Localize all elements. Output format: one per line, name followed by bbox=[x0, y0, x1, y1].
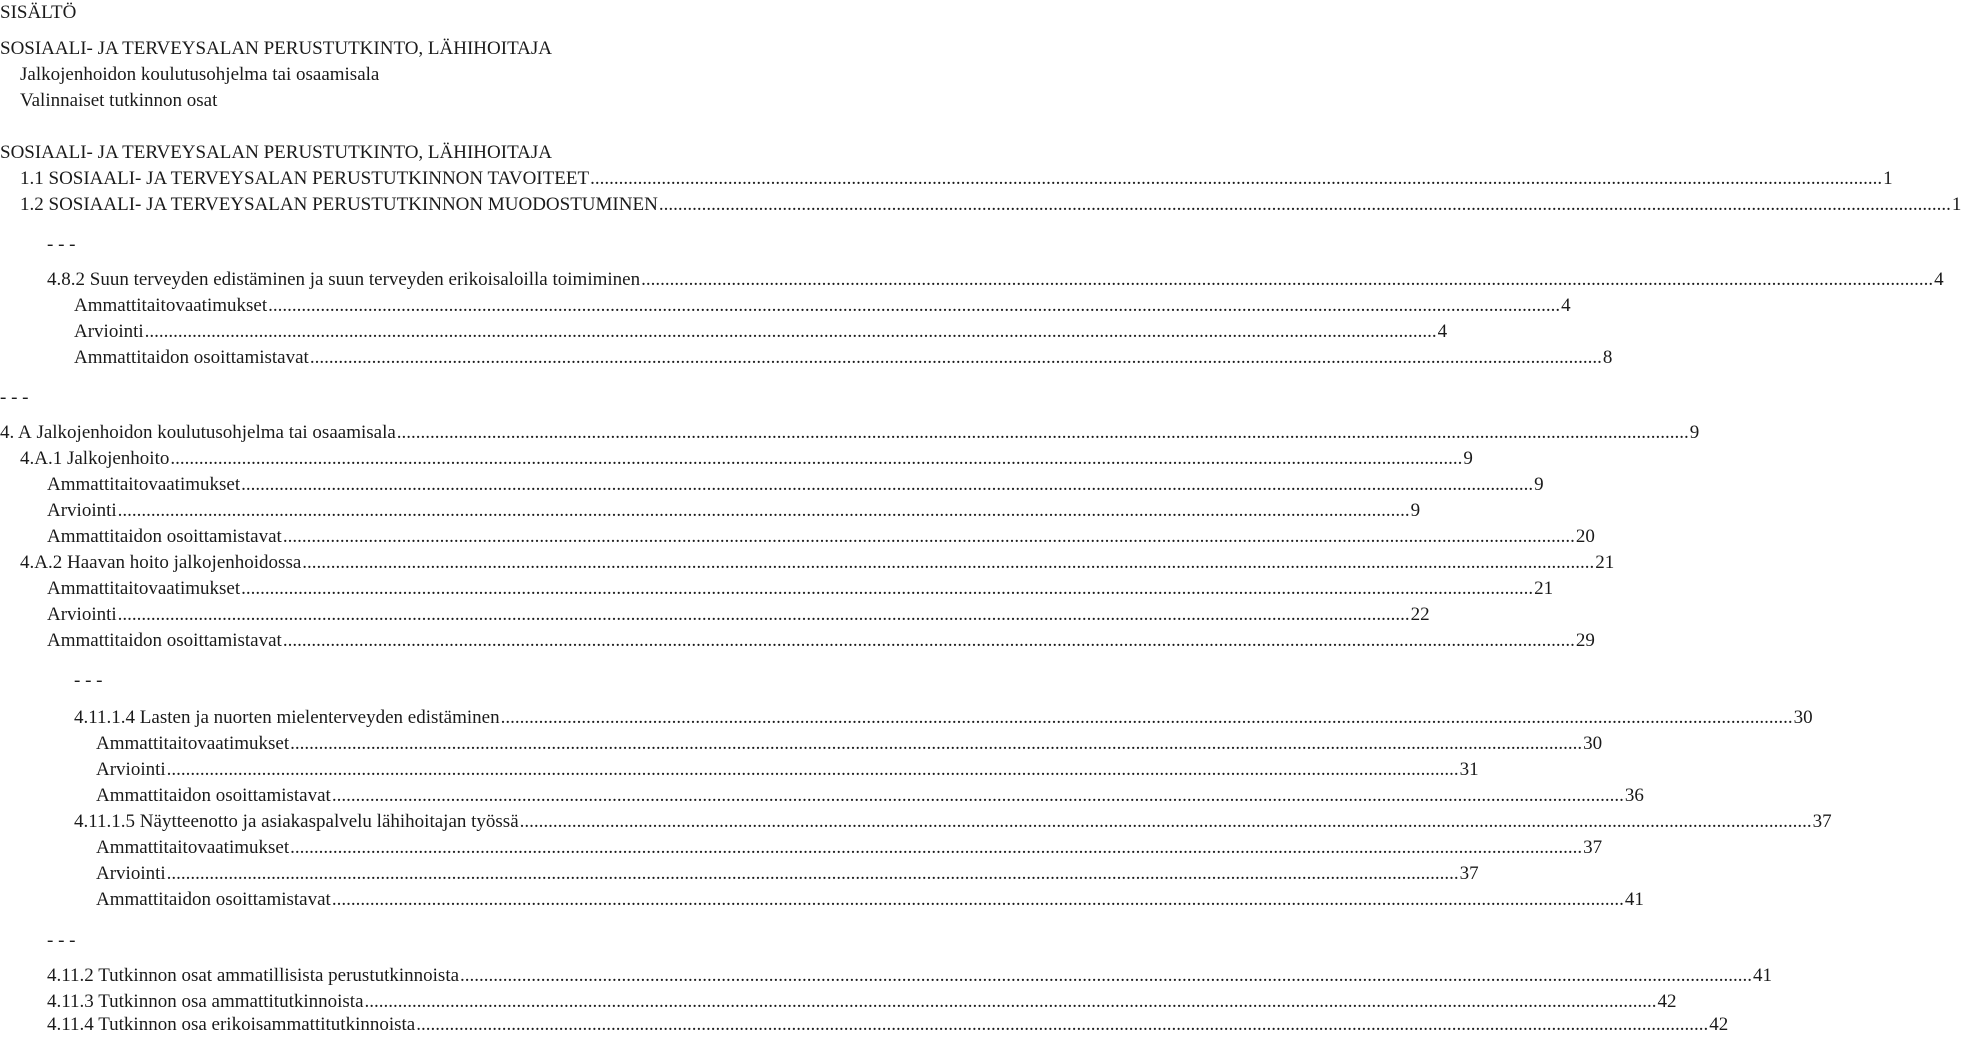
toc-title: SOSIAALI- JA TERVEYSALAN PERUSTUTKINNON MUODOSTUMINEN bbox=[48, 194, 658, 215]
toc-entry[interactable] bbox=[47, 576, 1554, 602]
toc-title: Ammattitaitovaatimukset bbox=[47, 578, 241, 599]
toc-number: 4. A bbox=[0, 422, 32, 443]
toc-entry[interactable] bbox=[96, 757, 1479, 783]
toc-title: Suun terveyden edistäminen ja suun terveyden erikoisaloilla toimiminen bbox=[89, 269, 641, 290]
toc-title: Ammattitaitovaatimukset bbox=[96, 837, 290, 858]
toc-page: 37 bbox=[1583, 837, 1603, 858]
toc-title: Jalkojenhoito bbox=[66, 448, 170, 469]
toc-page: 31 bbox=[1459, 759, 1479, 780]
omission-marker: - - - bbox=[47, 234, 76, 255]
toc-number: 4.8.2 bbox=[47, 269, 85, 290]
toc-entry[interactable] bbox=[20, 550, 1615, 576]
toc-title: Tutkinnon osa erikoisammattitutkinnoista bbox=[98, 1014, 416, 1035]
toc-title: Jalkojenhoidon koulutusohjelma tai osaamisala bbox=[36, 422, 396, 443]
toc-leader bbox=[241, 472, 1533, 498]
toc-leader bbox=[167, 757, 1459, 783]
intro-line: Jalkojenhoidon koulutusohjelma tai osaamisala bbox=[20, 64, 380, 85]
toc-leader bbox=[397, 420, 1689, 446]
toc-title: Ammattitaidon osoittamistavat bbox=[96, 785, 331, 806]
toc-number: 1.1 bbox=[20, 168, 44, 189]
toc-title: Ammattitaidon osoittamistavat bbox=[96, 889, 331, 910]
toc-leader bbox=[659, 192, 1951, 218]
omission-marker: - - - bbox=[74, 670, 103, 691]
toc-page: 4 bbox=[1561, 295, 1571, 316]
toc-entry[interactable] bbox=[96, 861, 1479, 887]
toc-leader bbox=[118, 498, 1410, 524]
toc-entry[interactable] bbox=[96, 783, 1644, 809]
toc-leader bbox=[290, 835, 1582, 861]
toc-page: 4 bbox=[1437, 321, 1448, 342]
toc-leader bbox=[241, 576, 1533, 602]
toc-entry[interactable] bbox=[74, 705, 1813, 731]
toc-title: Arviointi bbox=[96, 759, 166, 780]
toc-title: Ammattitaidon osoittamistavat bbox=[74, 347, 309, 368]
toc-number: 4.A.1 bbox=[20, 448, 63, 469]
toc-page: 9 bbox=[1410, 500, 1421, 521]
toc-page: 41 bbox=[1753, 965, 1773, 986]
toc-page: 36 bbox=[1624, 785, 1644, 806]
toc-page: 29 bbox=[1575, 630, 1595, 651]
toc-leader bbox=[641, 267, 1933, 293]
toc-number: 4.11.2 bbox=[47, 965, 94, 986]
toc-title: SOSIAALI- JA TERVEYSALAN PERUSTUTKINNON TAVOITEET bbox=[48, 168, 590, 189]
toc-page: 4 bbox=[1934, 269, 1944, 290]
toc-page: 22 bbox=[1410, 604, 1430, 625]
toc-leader bbox=[302, 550, 1594, 576]
toc-entry[interactable] bbox=[74, 345, 1613, 371]
toc-title: Arviointi bbox=[47, 604, 117, 625]
toc-leader bbox=[332, 783, 1624, 809]
toc-leader bbox=[332, 887, 1624, 913]
toc-number: 4.11.4 bbox=[47, 1014, 94, 1035]
toc-title: Haavan hoito jalkojenhoidossa bbox=[66, 552, 302, 573]
toc-page: 9 bbox=[1463, 448, 1473, 469]
toc-title: Arviointi bbox=[74, 321, 144, 342]
toc-leader bbox=[501, 705, 1793, 731]
toc-page: 1 bbox=[1883, 168, 1893, 189]
omission-marker: - - - bbox=[0, 387, 29, 408]
toc-entry[interactable] bbox=[47, 963, 1773, 989]
toc-leader bbox=[118, 602, 1410, 628]
omission-marker: - - - bbox=[47, 930, 76, 951]
toc-page: 37 bbox=[1459, 863, 1479, 884]
toc-title: Arviointi bbox=[47, 500, 117, 521]
toc-title: Lasten ja nuorten mielenterveyden edistäminen bbox=[139, 707, 500, 728]
toc-title: Ammattitaitovaatimukset bbox=[47, 474, 241, 495]
toc-title: Ammattitaitovaatimukset bbox=[74, 295, 268, 316]
toc-page: 37 bbox=[1812, 811, 1832, 832]
toc-entry[interactable] bbox=[47, 628, 1595, 654]
toc-page: 42 bbox=[1657, 991, 1677, 1012]
toc-title: Ammattitaidon osoittamistavat bbox=[47, 526, 282, 547]
intro-line: Valinnaiset tutkinnon osat bbox=[20, 90, 218, 111]
intro-line: SOSIAALI- JA TERVEYSALAN PERUSTUTKINTO, LÄHIHOITAJA bbox=[0, 38, 552, 59]
toc-leader bbox=[170, 446, 1462, 472]
toc-entry[interactable] bbox=[74, 319, 1448, 345]
toc-entry[interactable] bbox=[47, 602, 1430, 628]
toc-title: Ammattitaitovaatimukset bbox=[96, 733, 290, 754]
toc-entry[interactable] bbox=[96, 835, 1603, 861]
toc-leader bbox=[167, 861, 1459, 887]
toc-leader bbox=[290, 731, 1582, 757]
toc-entry[interactable] bbox=[47, 498, 1421, 524]
toc-leader bbox=[283, 628, 1575, 654]
toc-entry[interactable] bbox=[47, 267, 1944, 293]
toc-entry[interactable] bbox=[20, 192, 1961, 218]
toc-leader bbox=[310, 345, 1602, 371]
toc-entry[interactable] bbox=[74, 293, 1571, 319]
toc-leader bbox=[145, 319, 1437, 345]
toc-page: 20 bbox=[1575, 526, 1595, 547]
toc-entry[interactable] bbox=[20, 446, 1473, 472]
toc-entry[interactable] bbox=[47, 1012, 1729, 1038]
toc-page: 8 bbox=[1602, 347, 1613, 368]
page-title: SISÄLTÖ bbox=[0, 2, 77, 23]
toc-page: 30 bbox=[1793, 707, 1813, 728]
toc-page: 21 bbox=[1534, 578, 1554, 599]
toc-title: Arviointi bbox=[96, 863, 166, 884]
toc-number: 1.2 bbox=[20, 194, 44, 215]
toc-page: 30 bbox=[1583, 733, 1603, 754]
toc-title: Tutkinnon osa ammattitutkinnoista bbox=[98, 991, 364, 1012]
section-title: SOSIAALI- JA TERVEYSALAN PERUSTUTKINTO, LÄHIHOITAJA bbox=[0, 142, 552, 163]
toc-leader bbox=[460, 963, 1752, 989]
toc-leader bbox=[283, 524, 1575, 550]
toc-page: 41 bbox=[1624, 889, 1644, 910]
toc-title: Ammattitaidon osoittamistavat bbox=[47, 630, 282, 651]
toc-entry[interactable] bbox=[0, 420, 1700, 446]
toc-page: 9 bbox=[1534, 474, 1544, 495]
toc-entry[interactable] bbox=[96, 731, 1603, 757]
toc-leader bbox=[590, 166, 1882, 192]
toc-title: Tutkinnon osat ammatillisista perustutkinnoista bbox=[98, 965, 460, 986]
toc-number: 4.11.1.4 bbox=[74, 707, 136, 728]
toc-number: 4.11.1.5 bbox=[74, 811, 136, 832]
toc-entry[interactable] bbox=[47, 472, 1544, 498]
toc-page: 1 bbox=[1951, 194, 1961, 215]
toc-page: 9 bbox=[1689, 422, 1700, 443]
toc-entry[interactable] bbox=[74, 809, 1832, 835]
toc-leader bbox=[268, 293, 1560, 319]
toc-entry[interactable] bbox=[20, 166, 1893, 192]
toc-number: 4.11.3 bbox=[47, 991, 94, 1012]
toc-entry[interactable] bbox=[47, 524, 1595, 550]
toc-entry[interactable] bbox=[96, 887, 1644, 913]
toc-page: 42 bbox=[1709, 1014, 1729, 1035]
toc-title: Näytteenotto ja asiakaspalvelu lähihoitajan työssä bbox=[139, 811, 519, 832]
toc-page: 21 bbox=[1595, 552, 1615, 573]
toc-leader bbox=[520, 809, 1812, 835]
toc-number: 4.A.2 bbox=[20, 552, 63, 573]
toc-leader bbox=[416, 1012, 1708, 1038]
